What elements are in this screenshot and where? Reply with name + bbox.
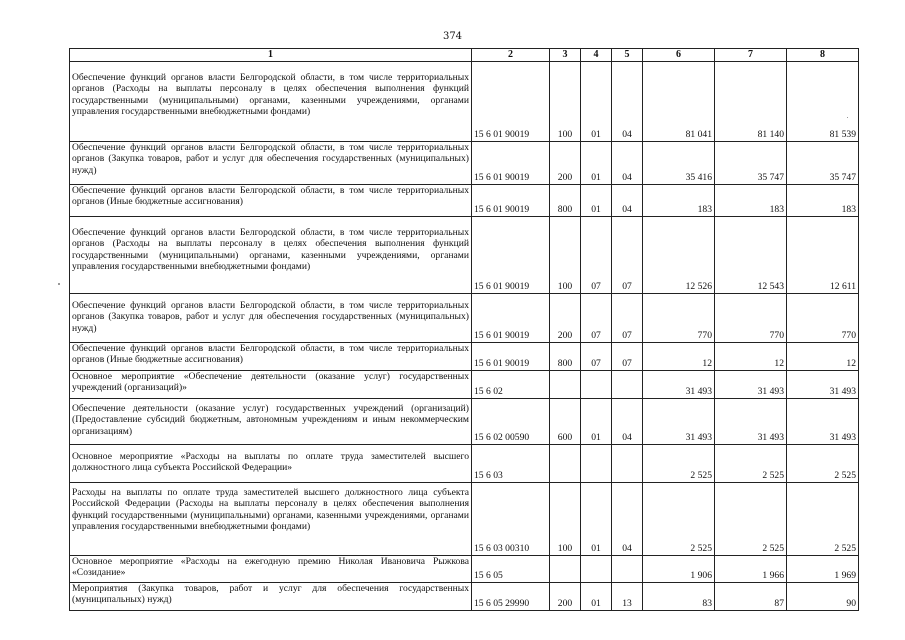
- row-value-1: 83: [643, 582, 715, 610]
- row-name: Обеспечение функций органов власти Белгородской области, в том числе территориальных органов (Закупка товаров, работ и услуг для обеспечения государственных (муниципальных) нужд): [70, 141, 472, 184]
- row-code: 15 6 05: [472, 555, 550, 582]
- header-col-3: 3: [550, 49, 581, 62]
- row-value-2: 87: [715, 582, 787, 610]
- row-value-3: 770: [787, 293, 859, 342]
- row-value-1: 183: [643, 184, 715, 216]
- row-vr: 800: [550, 342, 581, 370]
- header-col-8: 8: [787, 49, 859, 62]
- header-col-6: 6: [643, 49, 715, 62]
- table-row: [70, 555, 859, 582]
- row-code: 15 6 01 90019: [472, 342, 550, 370]
- row-vr: 100: [550, 216, 581, 293]
- row-value-3: 2 525: [787, 444, 859, 482]
- row-rz: [581, 555, 612, 582]
- scan-speck: [58, 283, 60, 285]
- row-name: Основное мероприятие «Обеспечение деятельности (оказание услуг) государственных учреждений (организаций)»: [70, 370, 472, 398]
- row-name: Мероприятия (Закупка товаров, работ и услуг для обеспечения государственных (муниципальных) нужд): [70, 582, 472, 610]
- row-name: Обеспечение функций органов власти Белгородской области, в том числе территориальных органов (Иные бюджетные ассигнования): [70, 184, 472, 216]
- row-value-1: 12 526: [643, 216, 715, 293]
- row-value-2: 31 493: [715, 370, 787, 398]
- row-rz: [581, 444, 612, 482]
- row-value-2: 12: [715, 342, 787, 370]
- row-value-3: 31 493: [787, 370, 859, 398]
- row-pr: 04: [612, 482, 643, 555]
- row-vr: [550, 370, 581, 398]
- row-value-1: 31 493: [643, 398, 715, 444]
- row-name: Обеспечение функций органов власти Белгородской области, в том числе территориальных органов (Иные бюджетные ассигнования): [70, 342, 472, 370]
- row-value-2: 770: [715, 293, 787, 342]
- row-name: Обеспечение функций органов власти Белгородской области, в том числе территориальных органов (Расходы на выплаты персоналу в целях обеспечения выполнения функций государственными (муниципальными) органами, казенными учреждениями, органами управления государственными внебюджетными фондами): [70, 216, 472, 293]
- row-name: Обеспечение деятельности (оказание услуг) государственных учреждений (организаций) (Предоставление субсидий бюджетным, автономным учреждениям и иным некоммерческим организациям): [70, 398, 472, 444]
- row-value-2: 2 525: [715, 444, 787, 482]
- table-row: [70, 293, 859, 342]
- row-value-2: 31 493: [715, 398, 787, 444]
- row-vr: 600: [550, 398, 581, 444]
- row-vr: 100: [550, 61, 581, 141]
- row-code: 15 6 01 90019: [472, 61, 550, 141]
- row-name: Основное мероприятие «Расходы на выплаты по оплате труда заместителей высшего должностного лица субъекта Российской Федерации»: [70, 444, 472, 482]
- row-rz: 01: [581, 184, 612, 216]
- row-pr: 04: [612, 184, 643, 216]
- row-rz: 01: [581, 61, 612, 141]
- table-row: [70, 184, 859, 216]
- row-value-3: 12 611: [787, 216, 859, 293]
- row-rz: 07: [581, 216, 612, 293]
- row-name: Расходы на выплаты по оплате труда заместителей высшего должностного лица субъекта Российской Федерации (Расходы на выплаты персоналу в целях обеспечения выполнения функций государственными (муниципальными) органами, казенными учреждениями, органами управления государственными внебюджетными фондами): [70, 482, 472, 555]
- row-code: 15 6 02: [472, 370, 550, 398]
- row-value-3: 35 747: [787, 141, 859, 184]
- row-pr: [612, 370, 643, 398]
- table-row: [70, 342, 859, 370]
- row-value-1: 35 416: [643, 141, 715, 184]
- header-col-2: 2: [472, 49, 550, 62]
- row-vr: 100: [550, 482, 581, 555]
- table-row: [70, 444, 859, 482]
- row-pr: 07: [612, 216, 643, 293]
- header-col-4: 4: [581, 49, 612, 62]
- row-value-3: 81 539: [787, 61, 859, 141]
- row-rz: 01: [581, 398, 612, 444]
- row-rz: [581, 370, 612, 398]
- table-row: [70, 482, 859, 555]
- row-vr: 200: [550, 582, 581, 610]
- row-value-3: 1 969: [787, 555, 859, 582]
- row-code: 15 6 03 00310: [472, 482, 550, 555]
- header-col-7: 7: [715, 49, 787, 62]
- row-name: Основное мероприятие «Расходы на ежегодную премию Николая Ивановича Рыжкова «Созидание»: [70, 555, 472, 582]
- table-row: [70, 582, 859, 610]
- budget-table: [69, 48, 859, 611]
- row-value-1: 31 493: [643, 370, 715, 398]
- scan-speck: [847, 117, 848, 118]
- row-value-2: 2 525: [715, 482, 787, 555]
- row-value-3: 90: [787, 582, 859, 610]
- row-value-2: 35 747: [715, 141, 787, 184]
- row-value-1: 81 041: [643, 61, 715, 141]
- row-code: 15 6 03: [472, 444, 550, 482]
- table-row: [70, 141, 859, 184]
- row-vr: 800: [550, 184, 581, 216]
- row-value-1: 12: [643, 342, 715, 370]
- row-value-2: 183: [715, 184, 787, 216]
- row-value-3: 2 525: [787, 482, 859, 555]
- row-rz: 07: [581, 342, 612, 370]
- row-code: 15 6 05 29990: [472, 582, 550, 610]
- header-col-1: 1: [70, 49, 472, 62]
- row-name: Обеспечение функций органов власти Белгородской области, в том числе территориальных органов (Закупка товаров, работ и услуг для обеспечения государственных (муниципальных) нужд): [70, 293, 472, 342]
- table-row: [70, 216, 859, 293]
- row-value-1: 2 525: [643, 482, 715, 555]
- row-vr: [550, 555, 581, 582]
- row-value-1: 770: [643, 293, 715, 342]
- header-row: [70, 49, 859, 62]
- row-code: 15 6 01 90019: [472, 216, 550, 293]
- row-pr: 04: [612, 141, 643, 184]
- table-row: [70, 61, 859, 141]
- row-vr: [550, 444, 581, 482]
- table-row: [70, 398, 859, 444]
- row-pr: 07: [612, 293, 643, 342]
- row-value-1: 1 906: [643, 555, 715, 582]
- row-pr: 07: [612, 342, 643, 370]
- row-rz: 01: [581, 141, 612, 184]
- row-pr: 04: [612, 61, 643, 141]
- row-code: 15 6 02 00590: [472, 398, 550, 444]
- row-pr: [612, 555, 643, 582]
- row-code: 15 6 01 90019: [472, 141, 550, 184]
- row-value-2: 12 543: [715, 216, 787, 293]
- row-code: 15 6 01 90019: [472, 184, 550, 216]
- row-name: Обеспечение функций органов власти Белгородской области, в том числе территориальных органов (Расходы на выплаты персоналу в целях обеспечения выполнения функций государственными (муниципальными) органами, казенными учреждениями, органами управления государственными внебюджетными фондами): [70, 61, 472, 141]
- row-vr: 200: [550, 293, 581, 342]
- row-code: 15 6 01 90019: [472, 293, 550, 342]
- row-value-3: 183: [787, 184, 859, 216]
- row-pr: 13: [612, 582, 643, 610]
- row-rz: 01: [581, 482, 612, 555]
- table-row: [70, 370, 859, 398]
- row-pr: [612, 444, 643, 482]
- row-value-2: 81 140: [715, 61, 787, 141]
- row-rz: 01: [581, 582, 612, 610]
- row-value-2: 1 966: [715, 555, 787, 582]
- row-vr: 200: [550, 141, 581, 184]
- row-value-3: 12: [787, 342, 859, 370]
- row-value-3: 31 493: [787, 398, 859, 444]
- row-pr: 04: [612, 398, 643, 444]
- header-col-5: 5: [612, 49, 643, 62]
- row-value-1: 2 525: [643, 444, 715, 482]
- row-rz: 07: [581, 293, 612, 342]
- page-number: 374: [442, 31, 463, 42]
